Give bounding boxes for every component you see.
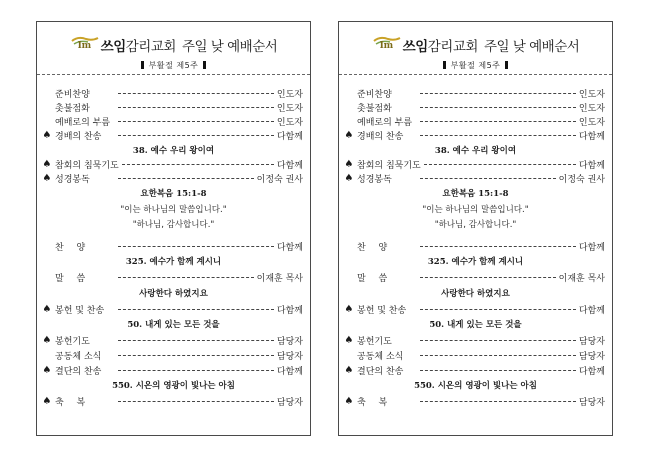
service-title: 주일 낮 예배순서: [483, 39, 580, 55]
leader-dots: [118, 93, 274, 94]
spade-icon: ♠: [344, 334, 354, 346]
leader-dots: [118, 107, 274, 108]
leader-dots: [420, 340, 576, 341]
response-text: "하나님, 감사합니다.": [434, 220, 517, 230]
order-item-label: 성경봉독: [357, 174, 392, 185]
service-title: 주일 낮 예배순서: [181, 39, 278, 55]
leader-dots: [118, 277, 254, 278]
divider: [37, 74, 310, 75]
order-item: [339, 239, 612, 253]
leader-dots: [420, 309, 576, 310]
week-label: 부활절 제5주: [339, 60, 612, 71]
order-item-person: 담당자: [578, 336, 605, 347]
order-item-label: 축 복: [55, 397, 91, 408]
order-item: [339, 100, 612, 114]
order-item-label: 결단의 찬송: [55, 366, 102, 377]
leader-dots: [118, 401, 274, 402]
hymn-title: 325. 예수가 함께 계시니: [125, 257, 222, 267]
order-item-label: 공동체 소식: [55, 351, 102, 362]
spade-icon: ♠: [42, 303, 52, 315]
order-item: [37, 157, 310, 171]
order-item: [37, 363, 310, 377]
order-item: [339, 333, 612, 347]
spade-icon: ♠: [42, 364, 52, 376]
hymn-title: 550. 시온의 영광이 빛나는 아침: [112, 381, 235, 391]
spade-icon: ♠: [344, 395, 354, 407]
hymn-title: 550. 시온의 영광이 빛나는 아침: [414, 381, 537, 391]
divider: [339, 74, 612, 75]
order-item-label: 봉헌기도: [55, 336, 90, 347]
order-item: [339, 394, 612, 408]
order-item-label: 찬 양: [55, 242, 91, 253]
order-item-person: 인도자: [578, 103, 605, 114]
leader-dots: [424, 164, 576, 165]
leader-dots: [420, 277, 556, 278]
leader-dots: [420, 135, 576, 136]
bulletin-header: [339, 34, 612, 56]
hymn-title: 50. 내게 있는 모든 것을: [429, 320, 522, 330]
order-item: [339, 171, 612, 185]
order-item-label: 촛불점화: [357, 103, 392, 114]
church-name: 쓰임감리교회: [402, 39, 478, 55]
spade-icon: ♠: [344, 172, 354, 184]
leader-dots: [118, 309, 274, 310]
bulletin-panel-right: [338, 21, 613, 436]
leader-dots: [118, 355, 274, 356]
order-item-person: 다함께: [276, 366, 303, 377]
order-item: [339, 302, 612, 316]
order-item: [339, 114, 612, 128]
order-item-label: 예배로의 부름: [55, 117, 111, 128]
order-item: [37, 394, 310, 408]
leader-dots: [420, 178, 556, 179]
order-item-person: 이재훈 목사: [256, 273, 303, 284]
logo-text: Im: [379, 41, 393, 51]
order-item-person: 인도자: [276, 89, 303, 100]
response-text: "이는 하나님의 말씀입니다.": [422, 205, 529, 215]
order-item-label: 결단의 찬송: [357, 366, 404, 377]
order-item: [339, 270, 612, 284]
order-item-person: 다함께: [578, 131, 605, 142]
order-item: [339, 86, 612, 100]
order-item-person: 다함께: [578, 366, 605, 377]
order-item-label: 경배의 찬송: [55, 131, 102, 142]
order-item-person: 이정숙 권사: [256, 174, 303, 185]
spade-icon: ♠: [42, 395, 52, 407]
order-item-label: 참회의 침묵기도: [55, 160, 119, 171]
response-text: "하나님, 감사합니다.": [132, 220, 215, 230]
leader-dots: [118, 135, 274, 136]
hymn-title: 38. 예수 우리 왕이여: [434, 146, 517, 156]
order-item-label: 봉헌 및 찬송: [357, 305, 407, 316]
order-item-person: 담당자: [578, 351, 605, 362]
order-item: [37, 86, 310, 100]
order-item: [339, 128, 612, 142]
leader-dots: [420, 246, 576, 247]
order-item: [37, 333, 310, 347]
order-item-label: 말 씀: [55, 273, 91, 284]
order-item: [339, 157, 612, 171]
scripture-text: 요한복음 15:1-8: [140, 189, 207, 199]
order-item-label: 참회의 침묵기도: [357, 160, 421, 171]
spade-icon: ♠: [42, 158, 52, 170]
scripture-text: 사랑한다 하였지요: [441, 289, 510, 299]
order-item-person: 다함께: [276, 131, 303, 142]
order-item: [37, 302, 310, 316]
order-item-label: 말 씀: [357, 273, 393, 284]
order-item: [37, 239, 310, 253]
spade-icon: ♠: [42, 129, 52, 141]
hymn-title: 50. 내게 있는 모든 것을: [127, 320, 220, 330]
order-item-label: 준비찬양: [357, 89, 392, 100]
leader-dots: [420, 401, 576, 402]
leader-dots: [118, 340, 274, 341]
order-item-person: 다함께: [276, 160, 303, 171]
leader-dots: [420, 355, 576, 356]
leader-dots: [420, 370, 576, 371]
order-item: [339, 363, 612, 377]
spade-icon: ♠: [42, 172, 52, 184]
leader-dots: [118, 178, 254, 179]
response-text: "이는 하나님의 말씀입니다.": [120, 205, 227, 215]
order-item-person: 인도자: [578, 89, 605, 100]
order-item-person: 담당자: [276, 397, 303, 408]
leader-dots: [420, 93, 576, 94]
order-item-person: 담당자: [276, 336, 303, 347]
spade-icon: ♠: [344, 129, 354, 141]
order-item-person: 인도자: [276, 117, 303, 128]
order-item: [37, 270, 310, 284]
order-item-person: 다함께: [276, 242, 303, 253]
order-item-person: 인도자: [276, 103, 303, 114]
order-item-person: 인도자: [578, 117, 605, 128]
bulletin-header: [37, 34, 310, 56]
church-logo-icon: [372, 35, 402, 55]
spade-icon: ♠: [42, 334, 52, 346]
leader-dots: [118, 370, 274, 371]
order-item-label: 찬 양: [357, 242, 393, 253]
order-item-label: 성경봉독: [55, 174, 90, 185]
spade-icon: ♠: [344, 303, 354, 315]
order-item: [339, 348, 612, 362]
spade-icon: ♠: [344, 364, 354, 376]
order-item-label: 촛불점화: [55, 103, 90, 114]
order-item: [37, 171, 310, 185]
leader-dots: [420, 121, 576, 122]
order-item-label: 축 복: [357, 397, 393, 408]
hymn-title: 325. 예수가 함께 계시니: [427, 257, 524, 267]
scripture-text: 사랑한다 하였지요: [139, 289, 208, 299]
order-item-label: 경배의 찬송: [357, 131, 404, 142]
leader-dots: [420, 107, 576, 108]
logo-text: Im: [77, 41, 91, 51]
order-item-person: 이정숙 권사: [558, 174, 605, 185]
church-logo-icon: [70, 35, 100, 55]
order-item-person: 담당자: [578, 397, 605, 408]
order-item: [37, 348, 310, 362]
order-item: [37, 128, 310, 142]
order-item-label: 예배로의 부름: [357, 117, 413, 128]
leader-dots: [122, 164, 274, 165]
order-item-label: 봉헌기도: [357, 336, 392, 347]
bulletin-panel-left: [36, 21, 311, 436]
order-item-label: 봉헌 및 찬송: [55, 305, 105, 316]
order-item-person: 이재훈 목사: [558, 273, 605, 284]
order-item-person: 다함께: [276, 305, 303, 316]
order-item-person: 다함께: [578, 160, 605, 171]
order-item-label: 준비찬양: [55, 89, 90, 100]
church-name: 쓰임감리교회: [100, 39, 176, 55]
order-item-label: 공동체 소식: [357, 351, 404, 362]
leader-dots: [118, 246, 274, 247]
order-item-person: 다함께: [578, 242, 605, 253]
hymn-title: 38. 예수 우리 왕이여: [132, 146, 215, 156]
scripture-text: 요한복음 15:1-8: [442, 189, 509, 199]
week-label: 부활절 제5주: [37, 60, 310, 71]
order-item-person: 다함께: [578, 305, 605, 316]
order-item-person: 담당자: [276, 351, 303, 362]
spade-icon: ♠: [344, 158, 354, 170]
order-item: [37, 114, 310, 128]
leader-dots: [118, 121, 274, 122]
order-item: [37, 100, 310, 114]
